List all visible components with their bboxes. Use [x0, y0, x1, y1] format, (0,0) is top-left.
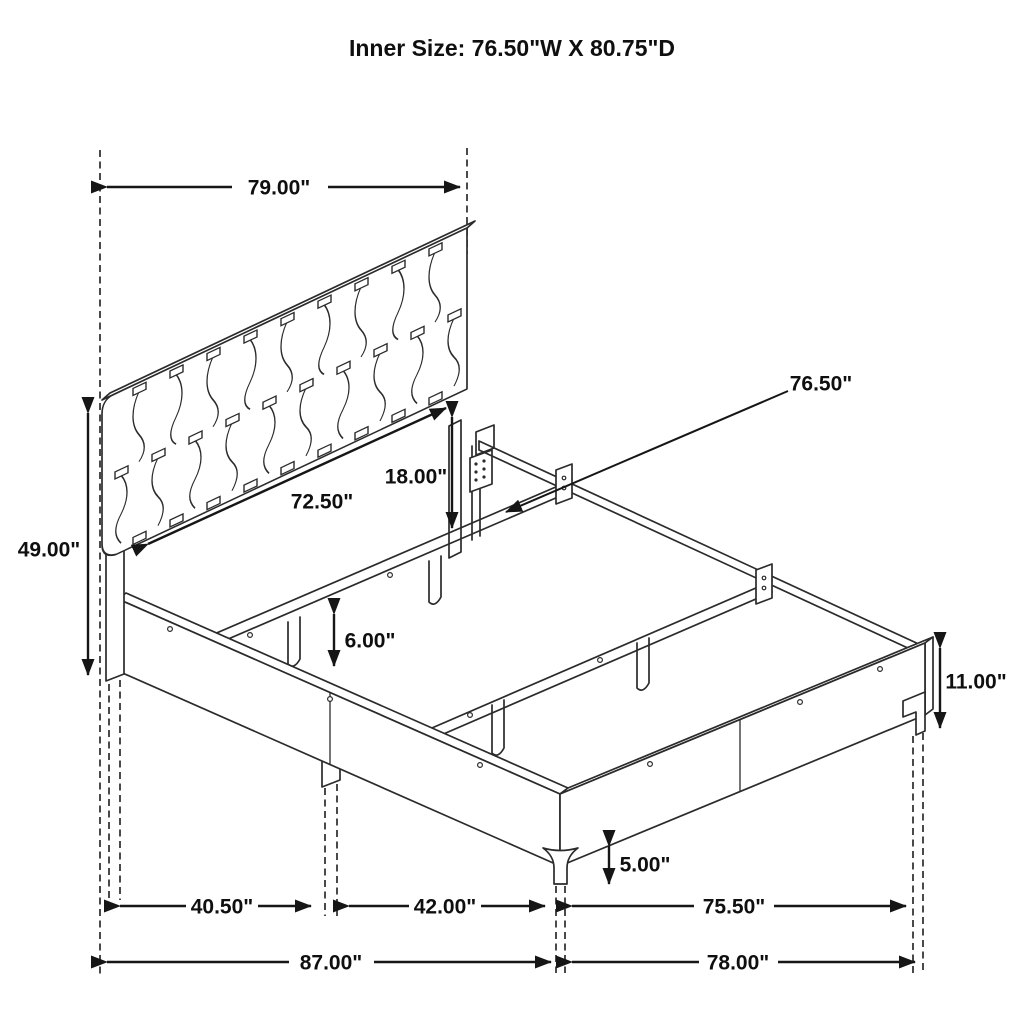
dimension-slat-leg-height	[334, 614, 395, 666]
dimension-leg-span-foot	[572, 896, 906, 919]
dimension-overall-head-section	[107, 952, 551, 975]
side-rail-left	[118, 593, 568, 866]
dim-label: 72.50"	[290, 490, 354, 514]
dimension-headboard-height	[18, 413, 88, 675]
slat-leg	[288, 617, 300, 666]
foot-leg-front	[543, 848, 578, 884]
slat-bracket	[756, 564, 772, 604]
dim-label: 78.00"	[706, 951, 770, 975]
dim-label: 18.00"	[384, 465, 448, 489]
dimension-headboard-panel-height	[385, 417, 452, 528]
bed-frame-drawing	[102, 221, 933, 884]
dimension-foot-leg-height	[609, 846, 670, 884]
dim-label: 76.50"	[789, 372, 853, 396]
dim-label: 5.00"	[619, 853, 671, 877]
side-rail-right	[476, 425, 923, 655]
foot-rail	[560, 637, 933, 866]
rail-bracket-plate	[470, 450, 492, 492]
dim-label: 6.00"	[344, 629, 396, 653]
dimension-rail-height	[940, 648, 1007, 728]
dim-label: 40.50"	[190, 895, 254, 919]
dimension-headboard-width	[107, 177, 460, 200]
dimension-overall-foot-section	[572, 952, 915, 975]
diagram-title: Inner Size: 76.50"W X 80.75"D	[348, 35, 676, 61]
headboard-leg-left	[106, 546, 124, 681]
dim-label: 49.00"	[17, 538, 81, 562]
extension-lines	[100, 148, 923, 976]
dim-label: 42.00"	[413, 895, 477, 919]
dimension-leg-span-mid	[349, 896, 545, 919]
headboard	[102, 221, 475, 561]
dim-label: 87.00"	[299, 951, 363, 975]
dim-label: 79.00"	[247, 176, 311, 200]
dim-label: 11.00"	[945, 670, 1007, 694]
dim-label: 75.50"	[702, 895, 766, 919]
dimension-leg-span-head	[120, 896, 311, 919]
slat-leg	[429, 556, 441, 604]
